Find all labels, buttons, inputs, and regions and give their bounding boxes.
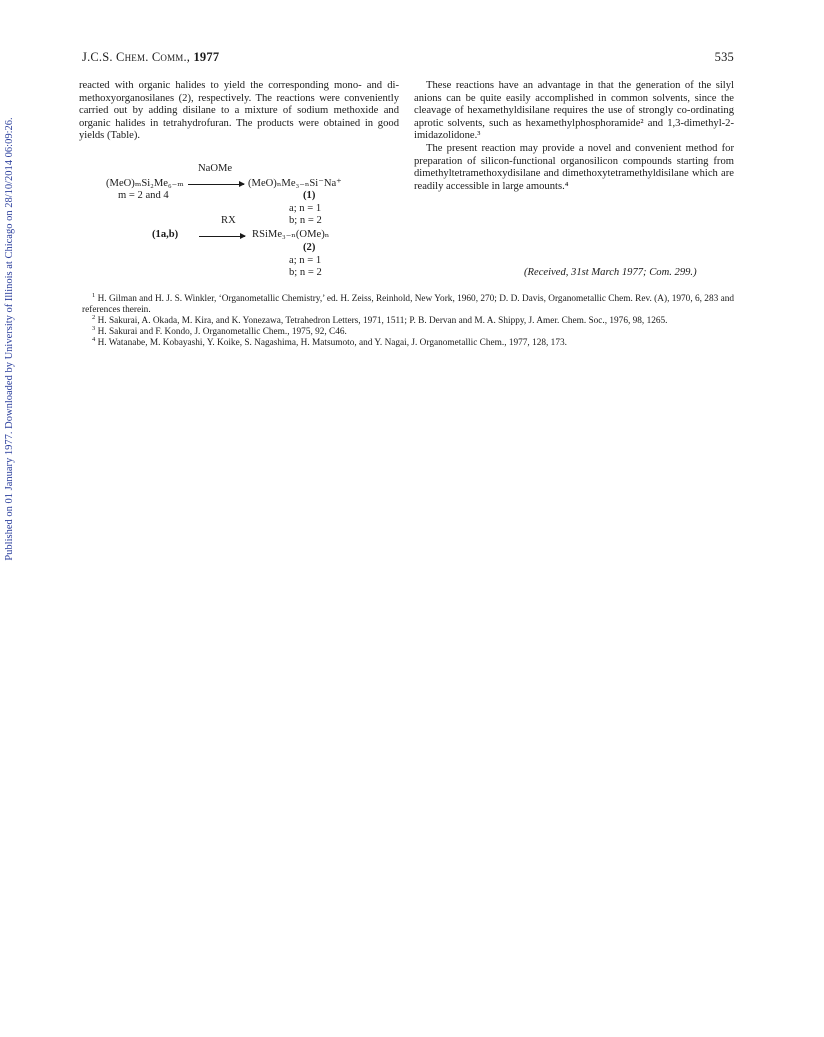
right-paragraph-2: The present reaction may provide a novel and convenient method for preparation of silicon-functional organosilicon compounds starting from dimethyltetramethoxydisilane and dimethoxytetramethyldisilane which are readily accessible in large amounts.⁴	[414, 142, 734, 192]
scheme-product-1: (MeO)ₙMe₃₋ₙSi⁻Na⁺	[248, 178, 342, 189]
scheme-reactant-condition: m = 2 and 4	[118, 190, 169, 201]
reference-number: 1	[92, 291, 96, 299]
received-date	[524, 267, 697, 278]
reference-item	[82, 335, 734, 349]
reference-number: 3	[92, 324, 96, 332]
reference-number: 4	[92, 335, 96, 343]
scheme-label-2: (2)	[303, 242, 316, 253]
reference-item	[82, 324, 734, 338]
reaction-arrow-1	[188, 184, 244, 185]
reference-number: 2	[92, 313, 96, 321]
reaction-arrow-2	[199, 236, 245, 237]
scheme-p1-b: b; n = 2	[289, 215, 322, 226]
scheme-reactant-2: (1a,b)	[152, 229, 179, 240]
left-paragraph: reacted with organic halides to yield the corresponding mono- and di-methoxyorganosilanes (2), respectively. The reactions were conveniently carried out by adding disilane to a mixture of sodium methoxide and organic halides in tetrahydrofuran. The products were obtained in good yields (Table).	[79, 80, 399, 142]
reference-text: H. Gilman and H. J. S. Winkler, ‘Organometallic Chemistry,’ ed. H. Zeiss, Reinhold, New York, 1960, 270; D. D. Davis, Organometallic Chem. Rev. (A), 1970, 6, 283 and references therein.	[82, 294, 734, 315]
scheme-p2-a: a; n = 1	[289, 255, 322, 266]
scheme-p1-a: a; n = 1	[289, 203, 322, 214]
reference-item	[82, 313, 734, 327]
publication-sidebar-note: Published on 01 January 1977. Downloaded by University of Illinois at Chicago on 28/10/2014 06:09:26.	[4, 117, 15, 561]
header-year: 1977	[193, 50, 220, 64]
scheme-reagent-rx: RX	[221, 215, 236, 226]
page-number: 535	[714, 50, 734, 64]
reference-text: H. Sakurai and F. Kondo, J. Organometallic Chem., 1975, 92, C46.	[97, 327, 347, 337]
reference-item	[82, 291, 734, 316]
scheme-label-1: (1)	[303, 190, 316, 201]
right-paragraph-1: These reactions have an advantage in that the generation of the silyl anions can be quite easily accomplished in common solvents, since the cleavage of hexamethyldisilane requires the use of strongly co-ordinating aprotic solvents, such as hexamethylphosphoramide² and 1,3-dimethyl-2-imidazolidone.³	[414, 80, 734, 142]
scheme-reagent-naome: NaOMe	[198, 163, 233, 174]
scheme-reactant: (MeO)ₘSi₂Me₆₋ₘ	[106, 178, 184, 189]
references-list	[82, 291, 734, 349]
scheme-p2-b: b; n = 2	[289, 267, 322, 278]
right-column	[414, 80, 734, 193]
journal-name: J.C.S. Chem. Comm.,	[82, 50, 191, 64]
reference-text: H. Watanabe, M. Kobayashi, Y. Koike, S. Nagashima, H. Matsumoto, and Y. Nagai, J. Organometallic Chem., 1977, 128, 173.	[97, 338, 567, 348]
received-text: (Received, 31st March 1977; Com. 299.)	[524, 267, 697, 278]
reference-text: H. Sakurai, A. Okada, M. Kira, and K. Yonezawa, Tetrahedron Letters, 1971, 1511; P. B. Dervan and M. A. Shippy, J. Amer. Chem. Soc., 1976, 98, 1265.	[97, 316, 668, 326]
scheme-product-2: RSiMe₃₋ₙ(OMe)ₙ	[252, 229, 330, 240]
